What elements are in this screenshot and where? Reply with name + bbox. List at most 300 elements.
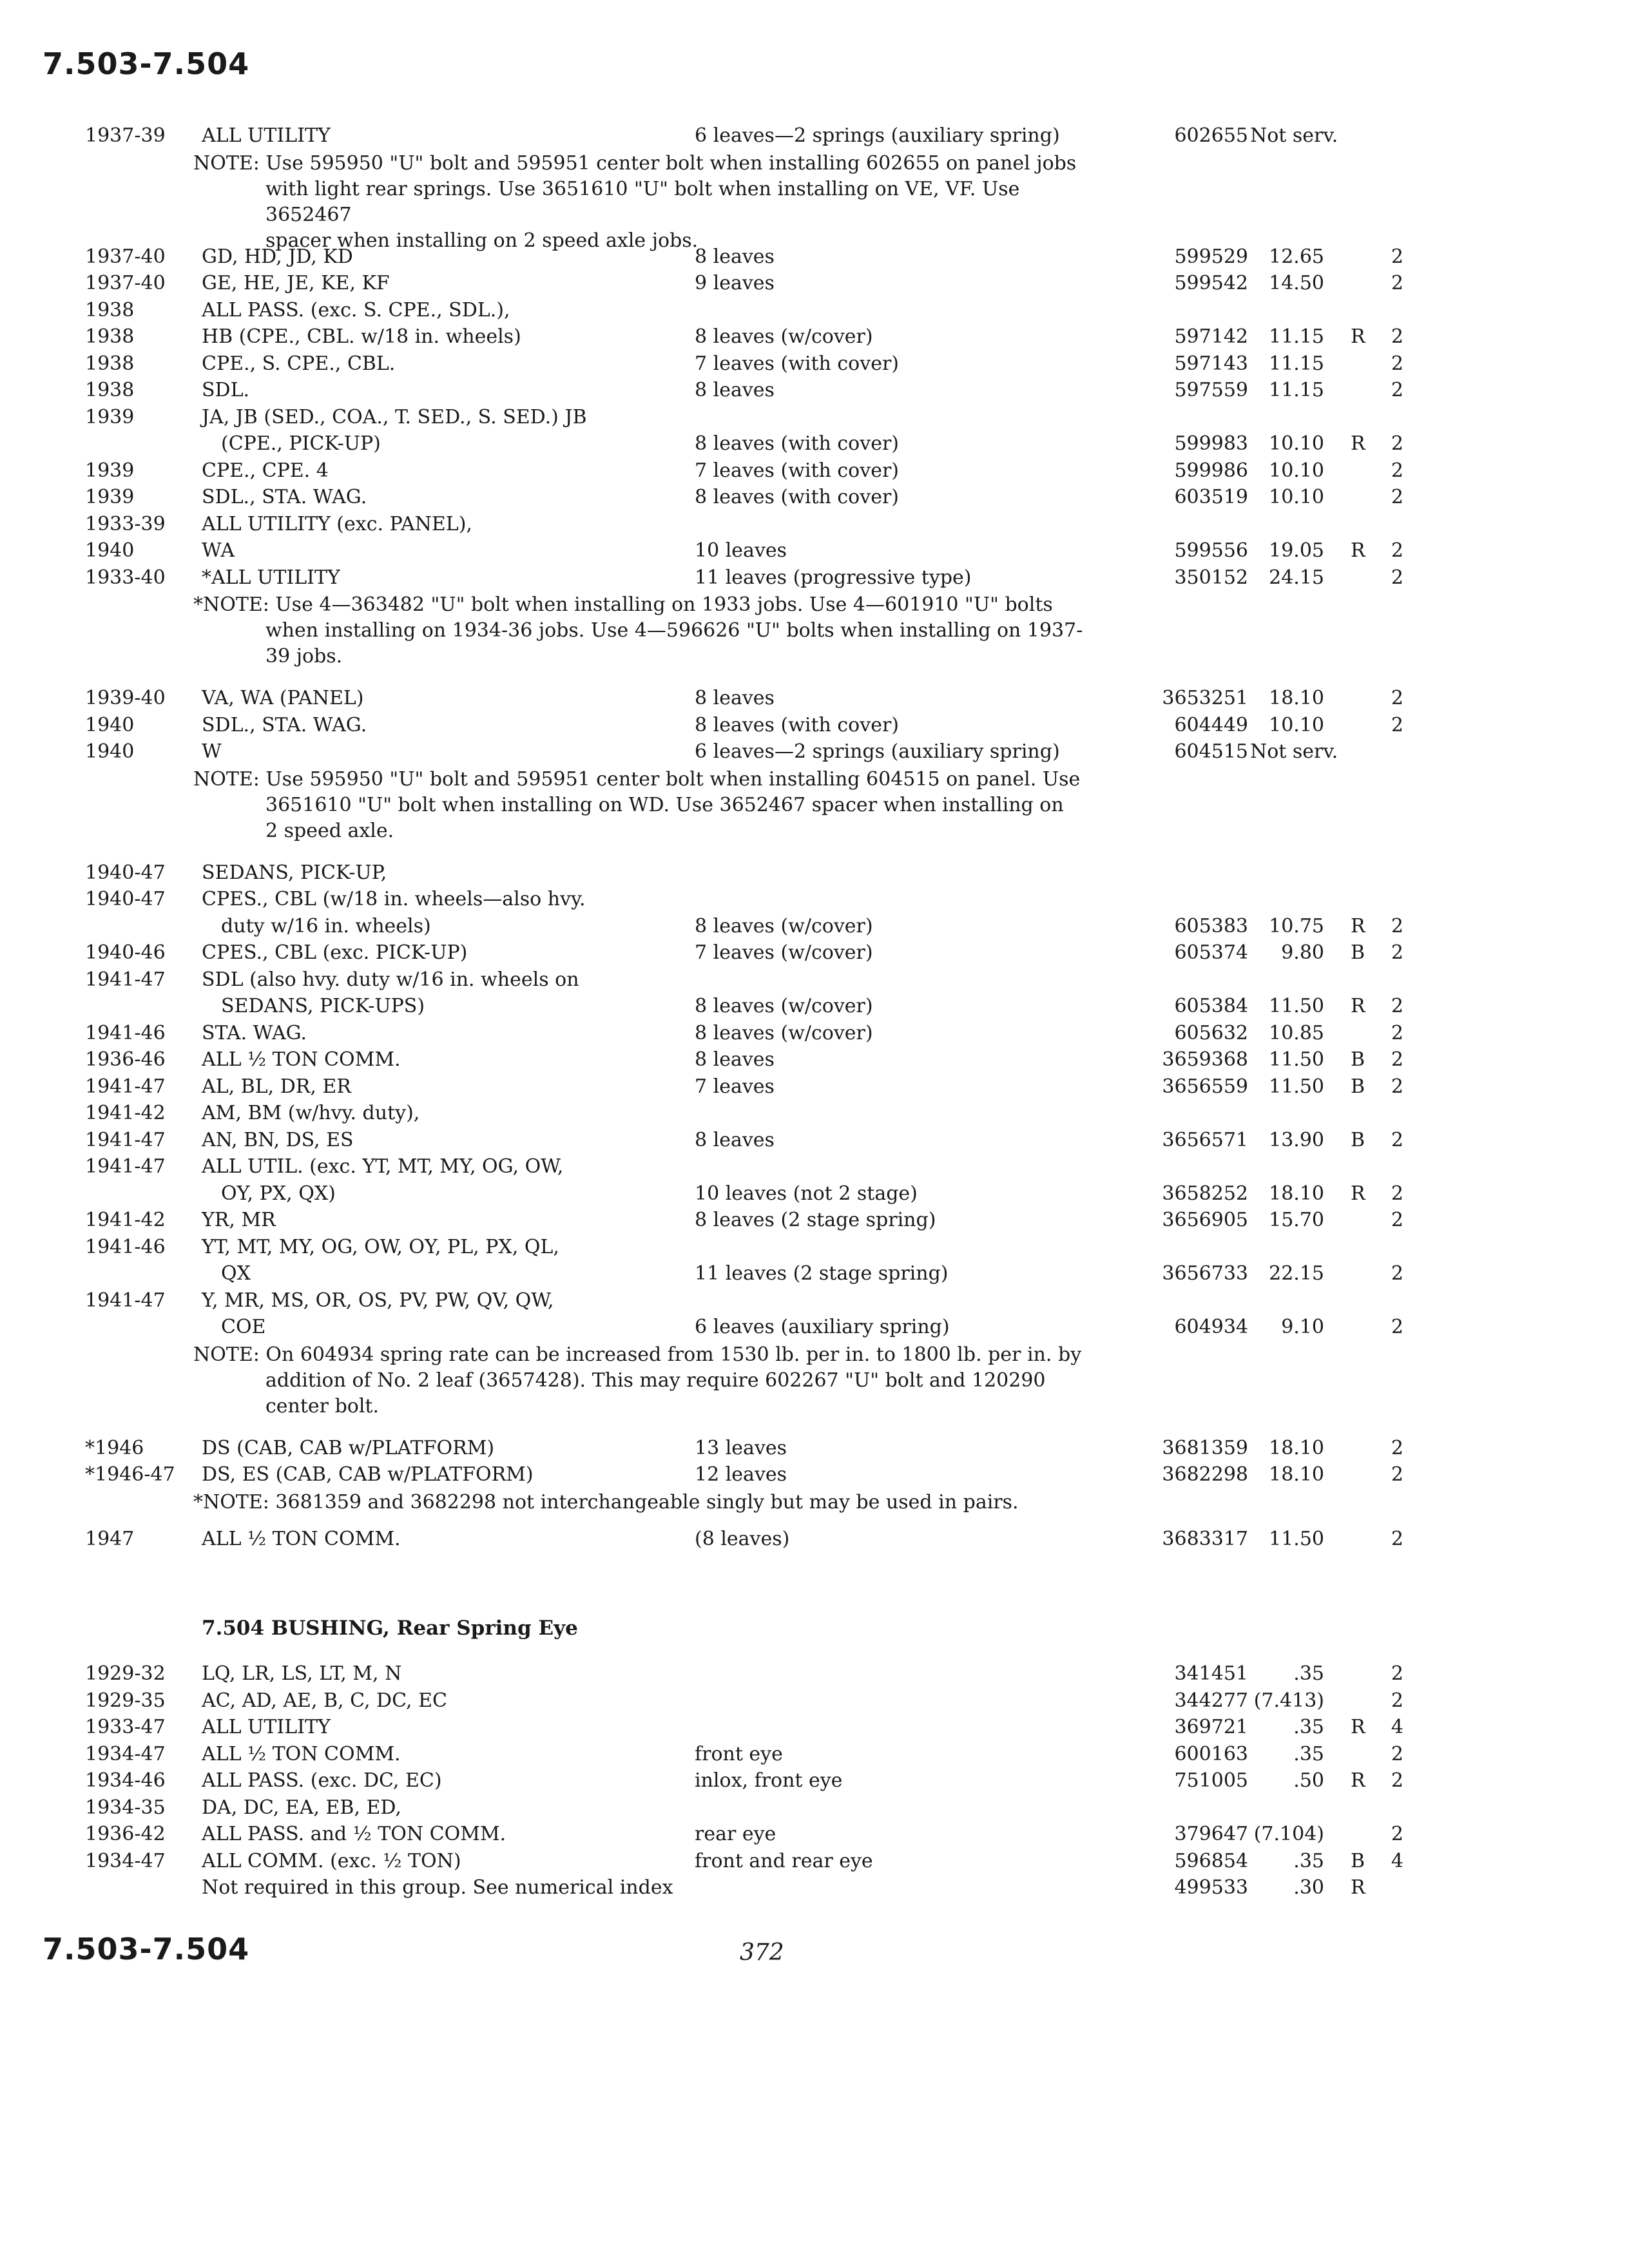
price-cell: (7.104) xyxy=(1253,1823,1324,1845)
note-line: with light rear springs. Use 3651610 "U" bolt when installing on VE, VF. Use 3652467 xyxy=(265,177,1020,226)
note-line: 2 speed axle. xyxy=(265,819,394,842)
parts-row xyxy=(0,1127,1629,1154)
model-cell: ALL UTIL. (exc. YT, MT, MY, OG, OW, xyxy=(202,1155,564,1178)
parts-row xyxy=(0,1234,1629,1261)
description-cell: 8 leaves (w/cover) xyxy=(695,1021,873,1044)
quantity-cell: 2 xyxy=(1391,325,1403,348)
description-cell: rear eye xyxy=(695,1823,776,1845)
code-cell: R xyxy=(1351,995,1365,1017)
year-cell: 1937-40 xyxy=(85,245,166,268)
part-number-cell: 3656559 xyxy=(1162,1075,1248,1098)
model-cell: SDL., STA. WAG. xyxy=(202,486,367,508)
code-cell: R xyxy=(1351,1769,1365,1792)
model-cell: CPE., S. CPE., CBL. xyxy=(202,352,396,375)
part-number-cell: 604934 xyxy=(1174,1316,1248,1338)
quantity-cell: 2 xyxy=(1391,245,1403,268)
year-cell: 1933-40 xyxy=(85,566,166,589)
price-cell: 11.50 xyxy=(1269,1048,1324,1071)
parts-row xyxy=(0,1435,1629,1462)
description-cell: 6 leaves—2 springs (auxiliary spring) xyxy=(695,740,1060,763)
model-cell: AM, BM (w/hvy. duty), xyxy=(202,1102,420,1124)
part-number-cell: 344277 xyxy=(1174,1689,1248,1712)
year-cell: 1947 xyxy=(85,1527,135,1550)
part-number-cell: 599556 xyxy=(1174,539,1248,562)
parts-row xyxy=(0,564,1629,591)
year-cell: 1941-47 xyxy=(85,1128,166,1151)
price-cell: 10.10 xyxy=(1269,713,1324,736)
year-cell: 1940 xyxy=(85,713,135,736)
quantity-cell: 2 xyxy=(1391,1823,1403,1845)
code-cell: R xyxy=(1351,432,1365,455)
parts-row xyxy=(0,430,1629,457)
model-cell: (CPE., PICK-UP) xyxy=(221,432,381,455)
parts-row xyxy=(0,966,1629,994)
model-cell: VA, WA (PANEL) xyxy=(202,687,364,709)
price-cell: 10.75 xyxy=(1269,914,1324,937)
parts-row xyxy=(0,913,1629,940)
quantity-cell: 2 xyxy=(1391,1463,1403,1486)
note-2 xyxy=(193,592,1108,669)
note-line: spacer when installing on 2 speed axle jobs. xyxy=(265,229,699,252)
description-cell: 8 leaves (with cover) xyxy=(695,432,899,455)
price-cell: 14.50 xyxy=(1269,272,1324,294)
parts-row xyxy=(0,1687,1629,1715)
quantity-cell: 2 xyxy=(1391,1436,1403,1459)
description-cell: 8 leaves (with cover) xyxy=(695,713,899,736)
parts-row xyxy=(0,323,1629,351)
model-cell: COE xyxy=(221,1316,266,1338)
quantity-cell: 2 xyxy=(1391,432,1403,455)
parts-row xyxy=(0,484,1629,511)
code-cell: R xyxy=(1351,1876,1365,1899)
price-cell: 11.50 xyxy=(1269,1075,1324,1098)
parts-row xyxy=(0,511,1629,538)
code-cell: B xyxy=(1351,1075,1365,1098)
quantity-cell: 2 xyxy=(1391,1128,1403,1151)
part-number-cell: 3656733 xyxy=(1162,1262,1248,1285)
year-cell: 1936-42 xyxy=(85,1823,166,1845)
description-cell: front eye xyxy=(695,1742,783,1765)
model-cell: DA, DC, EA, EB, ED, xyxy=(202,1796,401,1819)
part-number-cell: 3656905 xyxy=(1162,1209,1248,1231)
description-cell: 7 leaves (with cover) xyxy=(695,459,899,482)
description-cell: 8 leaves xyxy=(695,245,775,268)
parts-row xyxy=(0,1153,1629,1180)
parts-row xyxy=(0,122,1629,149)
parts-row xyxy=(0,860,1629,887)
year-cell: 1941-47 xyxy=(85,1289,166,1312)
part-number-cell: 604449 xyxy=(1174,713,1248,736)
quantity-cell: 4 xyxy=(1391,1849,1403,1872)
model-cell: SDL. xyxy=(202,379,250,401)
price-cell: .35 xyxy=(1293,1662,1324,1685)
model-cell: CPE., CPE. 4 xyxy=(202,459,329,482)
parts-row xyxy=(0,1020,1629,1047)
parts-row xyxy=(0,939,1629,966)
part-number-cell: 3658252 xyxy=(1162,1182,1248,1205)
part-number-cell: 751005 xyxy=(1174,1769,1248,1792)
parts-row xyxy=(0,1660,1629,1687)
part-number-cell: 3682298 xyxy=(1162,1463,1248,1486)
price-cell: 10.10 xyxy=(1269,486,1324,508)
part-number-cell: 599529 xyxy=(1174,245,1248,268)
price-cell: 19.05 xyxy=(1269,539,1324,562)
price-cell: 11.50 xyxy=(1269,995,1324,1017)
part-number-cell: 350152 xyxy=(1174,566,1248,589)
model-cell: ALL ½ TON COMM. xyxy=(202,1527,401,1550)
description-cell: 8 leaves xyxy=(695,379,775,401)
price-cell: 18.10 xyxy=(1269,1463,1324,1486)
code-cell: B xyxy=(1351,941,1365,964)
section-title: 7.504 BUSHING, Rear Spring Eye xyxy=(202,1617,578,1640)
note-5 xyxy=(193,1490,1108,1515)
part-number-cell: 3681359 xyxy=(1162,1436,1248,1459)
year-cell: 1933-47 xyxy=(85,1716,166,1738)
quantity-cell: 2 xyxy=(1391,1075,1403,1098)
part-number-cell: 3653251 xyxy=(1162,687,1248,709)
model-cell: WA xyxy=(202,539,235,562)
parts-row xyxy=(0,1073,1629,1100)
price-cell: 18.10 xyxy=(1269,1436,1324,1459)
parts-row xyxy=(0,1207,1629,1234)
quantity-cell: 2 xyxy=(1391,914,1403,937)
note-line: NOTE: Use 595950 "U" bolt and 595951 center bolt when installing 602655 on panel jobs xyxy=(193,151,1077,175)
price-cell: 18.10 xyxy=(1269,1182,1324,1205)
price-cell: .35 xyxy=(1293,1716,1324,1738)
quantity-cell: 2 xyxy=(1391,941,1403,964)
year-cell: 1940-47 xyxy=(85,861,166,884)
year-cell: 1941-42 xyxy=(85,1209,166,1231)
quantity-cell: 2 xyxy=(1391,486,1403,508)
model-cell: ALL ½ TON COMM. xyxy=(202,1048,401,1071)
year-cell: *1946-47 xyxy=(85,1463,175,1486)
note-line: when installing on 1934-36 jobs. Use 4—596626 "U" bolts when installing on 1937- xyxy=(265,619,1083,642)
model-cell: W xyxy=(202,740,222,763)
model-cell: duty w/16 in. wheels) xyxy=(221,914,431,937)
parts-row xyxy=(0,1714,1629,1741)
part-number-cell: 600163 xyxy=(1174,1742,1248,1765)
description-cell: 9 leaves xyxy=(695,272,775,294)
parts-row xyxy=(0,712,1629,739)
note-line: *NOTE: Use 4—363482 "U" bolt when installing on 1933 jobs. Use 4—601910 "U" bolts xyxy=(193,593,1053,616)
year-cell: *1946 xyxy=(85,1436,144,1459)
parts-row xyxy=(0,1874,1629,1901)
parts-row xyxy=(0,1180,1629,1207)
parts-row xyxy=(0,1287,1629,1314)
price-cell: 9.80 xyxy=(1281,941,1324,964)
parts-row xyxy=(0,738,1629,765)
part-number-cell: 499533 xyxy=(1174,1876,1248,1899)
part-number-cell: 605374 xyxy=(1174,941,1248,964)
description-cell: 6 leaves (auxiliary spring) xyxy=(695,1316,950,1338)
description-cell: 7 leaves xyxy=(695,1075,775,1098)
part-number-cell: 602655 xyxy=(1174,124,1248,147)
part-number-cell: 597142 xyxy=(1174,325,1248,348)
model-cell: ALL PASS. and ½ TON COMM. xyxy=(202,1823,506,1845)
year-cell: 1938 xyxy=(85,379,135,401)
quantity-cell: 2 xyxy=(1391,459,1403,482)
part-number-cell: 3659368 xyxy=(1162,1048,1248,1071)
description-cell: 8 leaves (w/cover) xyxy=(695,995,873,1017)
year-cell: 1940 xyxy=(85,539,135,562)
model-cell: AN, BN, DS, ES xyxy=(202,1128,354,1151)
price-cell: 12.65 xyxy=(1269,245,1324,268)
price-cell: (7.413) xyxy=(1253,1689,1324,1712)
description-cell: 8 leaves (w/cover) xyxy=(695,325,873,348)
model-cell: SDL (also hvy. duty w/16 in. wheels on xyxy=(202,968,579,991)
quantity-cell: 2 xyxy=(1391,687,1403,709)
part-number-cell: 604515 xyxy=(1174,740,1248,763)
parts-row xyxy=(0,685,1629,712)
parts-row xyxy=(0,377,1629,404)
year-cell: 1940-47 xyxy=(85,888,166,910)
year-cell: 1939 xyxy=(85,459,135,482)
parts-row xyxy=(0,244,1629,271)
model-cell: DS, ES (CAB, CAB w/PLATFORM) xyxy=(202,1463,534,1486)
parts-row xyxy=(0,270,1629,297)
model-cell: ALL PASS. (exc. DC, EC) xyxy=(202,1769,442,1792)
description-cell: 10 leaves xyxy=(695,539,787,562)
year-cell: 1940 xyxy=(85,740,135,763)
price-cell: 10.85 xyxy=(1269,1021,1324,1044)
quantity-cell: 2 xyxy=(1391,1316,1403,1338)
description-cell: front and rear eye xyxy=(695,1849,873,1872)
parts-row xyxy=(0,1821,1629,1848)
quantity-cell: 2 xyxy=(1391,272,1403,294)
year-cell: 1941-42 xyxy=(85,1102,166,1124)
price-cell: .35 xyxy=(1293,1742,1324,1765)
year-cell: 1937-40 xyxy=(85,272,166,294)
model-cell: AL, BL, DR, ER xyxy=(202,1075,351,1098)
note-line: 39 jobs. xyxy=(265,645,343,668)
model-cell: DS (CAB, CAB w/PLATFORM) xyxy=(202,1436,495,1459)
description-cell: 8 leaves (with cover) xyxy=(695,486,899,508)
price-cell: Not serv. xyxy=(1250,740,1338,763)
code-cell: R xyxy=(1351,1716,1365,1738)
parts-row xyxy=(0,457,1629,485)
code-cell: R xyxy=(1351,539,1365,562)
parts-row xyxy=(0,1314,1629,1341)
model-cell: CPES., CBL (w/18 in. wheels—also hvy. xyxy=(202,888,586,910)
quantity-cell: 2 xyxy=(1391,713,1403,736)
parts-row xyxy=(0,1794,1629,1821)
parts-row xyxy=(0,1046,1629,1073)
part-number-cell: 597143 xyxy=(1174,352,1248,375)
parts-row xyxy=(0,1100,1629,1127)
model-cell: LQ, LR, LS, LT, M, N xyxy=(202,1662,402,1685)
model-cell: HB (CPE., CBL. w/18 in. wheels) xyxy=(202,325,521,348)
note-line: NOTE: On 604934 spring rate can be increased from 1530 lb. per in. to 1800 lb. per in. by xyxy=(193,1343,1082,1366)
quantity-cell: 2 xyxy=(1391,1021,1403,1044)
model-cell: GD, HD, JD, KD xyxy=(202,245,353,268)
part-number-cell: 596854 xyxy=(1174,1849,1248,1872)
description-cell: 11 leaves (progressive type) xyxy=(695,566,972,589)
year-cell: 1939 xyxy=(85,486,135,508)
quantity-cell: 2 xyxy=(1391,1182,1403,1205)
description-cell: inlox, front eye xyxy=(695,1769,843,1792)
quantity-cell: 2 xyxy=(1391,1209,1403,1231)
quantity-cell: 2 xyxy=(1391,1742,1403,1765)
code-cell: B xyxy=(1351,1048,1365,1071)
year-cell: 1934-35 xyxy=(85,1796,166,1819)
note-4 xyxy=(193,1342,1108,1419)
quantity-cell: 2 xyxy=(1391,539,1403,562)
part-number-cell: 599983 xyxy=(1174,432,1248,455)
model-cell: ALL UTILITY xyxy=(202,124,331,147)
quantity-cell: 2 xyxy=(1391,1527,1403,1550)
part-number-cell: 379647 xyxy=(1174,1823,1248,1845)
part-number-cell: 599986 xyxy=(1174,459,1248,482)
description-cell: 6 leaves—2 springs (auxiliary spring) xyxy=(695,124,1060,147)
model-cell: ALL UTILITY (exc. PANEL), xyxy=(202,512,472,535)
quantity-cell: 2 xyxy=(1391,1048,1403,1071)
price-cell: 18.10 xyxy=(1269,687,1324,709)
year-cell: 1933-39 xyxy=(85,512,166,535)
price-cell: 9.10 xyxy=(1281,1316,1324,1338)
description-cell: 8 leaves xyxy=(695,1128,775,1151)
note-3 xyxy=(193,767,1108,844)
price-cell: 10.10 xyxy=(1269,459,1324,482)
description-cell: (8 leaves) xyxy=(695,1527,790,1550)
part-number-cell: 603519 xyxy=(1174,486,1248,508)
model-cell: SEDANS, PICK-UPS) xyxy=(221,995,425,1017)
price-cell: Not serv. xyxy=(1250,124,1338,147)
code-cell: B xyxy=(1351,1128,1365,1151)
description-cell: 13 leaves xyxy=(695,1436,787,1459)
year-cell: 1934-47 xyxy=(85,1742,166,1765)
parts-row xyxy=(0,404,1629,431)
price-cell: 10.10 xyxy=(1269,432,1324,455)
year-cell: 1937-39 xyxy=(85,124,166,147)
part-number-cell: 605632 xyxy=(1174,1021,1248,1044)
year-cell: 1940-46 xyxy=(85,941,166,964)
year-cell: 1941-47 xyxy=(85,968,166,991)
parts-row xyxy=(0,1848,1629,1875)
price-cell: 24.15 xyxy=(1269,566,1324,589)
description-cell: 8 leaves xyxy=(695,1048,775,1071)
year-cell: 1936-46 xyxy=(85,1048,166,1071)
model-cell: SDL., STA. WAG. xyxy=(202,713,367,736)
model-cell: ALL ½ TON COMM. xyxy=(202,1742,401,1765)
model-cell: OY, PX, QX) xyxy=(221,1182,336,1205)
parts-row xyxy=(0,1526,1629,1553)
price-cell: .50 xyxy=(1293,1769,1324,1792)
parts-row xyxy=(0,351,1629,378)
page-footer: 7.503-7.504 xyxy=(43,1932,250,1966)
price-cell: 11.15 xyxy=(1269,379,1324,401)
code-cell: R xyxy=(1351,1182,1365,1205)
price-cell: 11.15 xyxy=(1269,352,1324,375)
description-cell: 10 leaves (not 2 stage) xyxy=(695,1182,918,1205)
model-cell: ALL PASS. (exc. S. CPE., SDL.), xyxy=(202,298,510,322)
model-cell: STA. WAG. xyxy=(202,1021,307,1044)
parts-row xyxy=(0,1461,1629,1488)
model-cell: ALL COMM. (exc. ½ TON) xyxy=(202,1849,461,1872)
code-cell: R xyxy=(1351,914,1365,937)
year-cell: 1929-35 xyxy=(85,1689,166,1712)
note-1 xyxy=(193,151,1108,254)
description-cell: 7 leaves (w/cover) xyxy=(695,941,873,964)
note-line: addition of No. 2 leaf (3657428). This may require 602267 "U" bolt and 120290 xyxy=(265,1369,1046,1392)
code-cell: B xyxy=(1351,1849,1365,1872)
price-cell: 15.70 xyxy=(1269,1209,1324,1231)
part-number-cell: 3656571 xyxy=(1162,1128,1248,1151)
year-cell: 1941-47 xyxy=(85,1155,166,1178)
model-cell: CPES., CBL (exc. PICK-UP) xyxy=(202,941,468,964)
parts-row xyxy=(0,1260,1629,1287)
parts-row xyxy=(0,297,1629,324)
note-line: *NOTE: 3681359 and 3682298 not interchangeable singly but may be used in pairs. xyxy=(193,1490,1019,1514)
year-cell: 1941-46 xyxy=(85,1235,166,1258)
page-number: 372 xyxy=(740,1939,784,1966)
price-cell: 11.50 xyxy=(1269,1527,1324,1550)
note-line: NOTE: Use 595950 "U" bolt and 595951 center bolt when installing 604515 on panel. Use xyxy=(193,767,1081,791)
description-cell: 12 leaves xyxy=(695,1463,787,1486)
year-cell: 1938 xyxy=(85,352,135,375)
quantity-cell: 2 xyxy=(1391,379,1403,401)
price-cell: .30 xyxy=(1293,1876,1324,1899)
parts-row xyxy=(0,1767,1629,1794)
model-cell: YT, MT, MY, OG, OW, OY, PL, PX, QL, xyxy=(202,1235,559,1258)
description-cell: 8 leaves (2 stage spring) xyxy=(695,1209,936,1231)
model-cell: Y, MR, MS, OR, OS, PV, PW, QV, QW, xyxy=(202,1289,554,1312)
part-number-cell: 369721 xyxy=(1174,1716,1248,1738)
year-cell: 1934-47 xyxy=(85,1849,166,1872)
model-cell: JA, JB (SED., COA., T. SED., S. SED.) JB xyxy=(202,405,587,428)
description-cell: 8 leaves (w/cover) xyxy=(695,914,873,937)
year-cell: 1934-46 xyxy=(85,1769,166,1792)
note-line: 3651610 "U" bolt when installing on WD. Use 3652467 spacer when installing on xyxy=(265,793,1064,816)
model-cell: QX xyxy=(221,1262,251,1285)
quantity-cell: 2 xyxy=(1391,995,1403,1017)
year-cell: 1929-32 xyxy=(85,1662,166,1685)
code-cell: R xyxy=(1351,325,1365,348)
model-cell: SEDANS, PICK-UP, xyxy=(202,861,387,884)
parts-row xyxy=(0,537,1629,564)
description-cell: 11 leaves (2 stage spring) xyxy=(695,1262,949,1285)
quantity-cell: 4 xyxy=(1391,1716,1403,1738)
model-cell: GE, HE, JE, KE, KF xyxy=(202,272,390,294)
model-cell: Not required in this group. See numerical index xyxy=(202,1876,673,1899)
year-cell: 1941-47 xyxy=(85,1075,166,1098)
part-number-cell: 605384 xyxy=(1174,995,1248,1017)
part-number-cell: 341451 xyxy=(1174,1662,1248,1685)
price-cell: 11.15 xyxy=(1269,325,1324,348)
quantity-cell: 2 xyxy=(1391,352,1403,375)
parts-row xyxy=(0,993,1629,1020)
model-cell: YR, MR xyxy=(202,1209,276,1231)
description-cell: 8 leaves xyxy=(695,687,775,709)
model-cell: AC, AD, AE, B, C, DC, EC xyxy=(202,1689,447,1712)
year-cell: 1939 xyxy=(85,405,135,428)
part-number-cell: 599542 xyxy=(1174,272,1248,294)
note-line: center bolt. xyxy=(265,1394,380,1418)
model-cell: ALL UTILITY xyxy=(202,1716,331,1738)
quantity-cell: 2 xyxy=(1391,1262,1403,1285)
quantity-cell: 2 xyxy=(1391,1689,1403,1712)
parts-row xyxy=(0,1741,1629,1768)
price-cell: .35 xyxy=(1293,1849,1324,1872)
quantity-cell: 2 xyxy=(1391,566,1403,589)
year-cell: 1941-46 xyxy=(85,1021,166,1044)
price-cell: 13.90 xyxy=(1269,1128,1324,1151)
price-cell: 22.15 xyxy=(1269,1262,1324,1285)
quantity-cell: 2 xyxy=(1391,1769,1403,1792)
part-number-cell: 3683317 xyxy=(1162,1527,1248,1550)
page-header: 7.503-7.504 xyxy=(43,46,250,81)
year-cell: 1938 xyxy=(85,298,135,322)
year-cell: 1938 xyxy=(85,325,135,348)
